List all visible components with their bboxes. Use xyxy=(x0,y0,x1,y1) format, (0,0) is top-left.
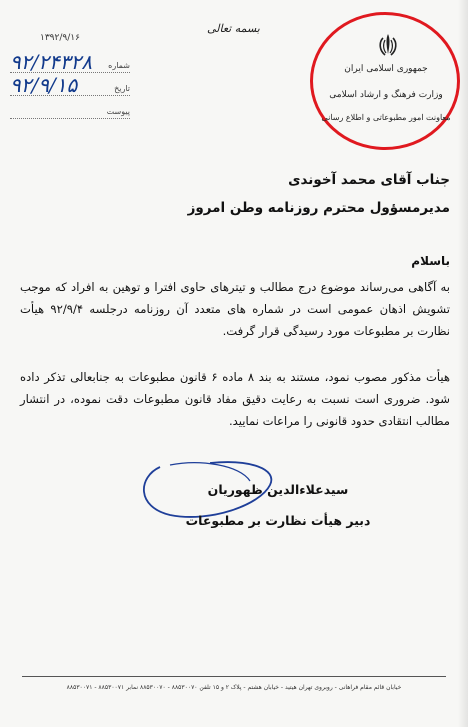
greeting: باسلام xyxy=(411,254,450,268)
top-date: ۱۳۹۲/۹/۱۶ xyxy=(40,33,80,43)
org-line-country: جمهوری اسلامی ایران xyxy=(344,64,428,74)
org-line-deputy: معاونت امور مطبوعاتی و اطلاع رسانی xyxy=(321,113,451,122)
reference-block xyxy=(10,50,130,119)
signatory-title: دبیر هیأت نظارت بر مطبوعات xyxy=(185,513,371,528)
recipient-block xyxy=(90,166,450,222)
org-line-ministry: وزارت فرهنگ و ارشاد اسلامی xyxy=(329,90,443,100)
attachment-label: پیوست xyxy=(106,107,130,116)
date-value: ۹۲/۹/۱۵ xyxy=(10,73,78,97)
number-row xyxy=(10,50,130,73)
date-row xyxy=(10,73,130,96)
signatory-name: سیدعلاءالدین ظهوریان xyxy=(207,482,349,497)
number-value: ۹۲/۲۴۳۲۸ xyxy=(10,50,92,74)
body-paragraph-2: هیأت مذکور مصوب نمود، مستند به بند ۸ ماده ۶ قانون مطبوعات به جنابعالی تذکر داده شود. ضروری است نسبت به رعایت دقیق مفاد قانون مطبوعات دقت نموده، در انتشار مطالب انتقادی حدود قانونی را مراعات نمایید. xyxy=(20,370,451,428)
date-label: تاریخ xyxy=(114,84,130,93)
recipient-position: مدیرمسؤول محترم روزنامه وطن امروز xyxy=(187,200,450,216)
iran-emblem-icon xyxy=(377,32,399,58)
footer-address: خیابان قائم مقام فراهانی - روبروی تهران هیتید - خیابان هشتم - پلاک ۲ و ۱۵ تلفن ۸۸۵۳۰۰۷۰ - ۸۸۵۳۰۰۷۰ نمابر ۸۸۵۳۰۰۷۱ - ۸۸۵۳۰۰۷۱ xyxy=(66,684,402,691)
bismillah-heading: بسمه تعالی xyxy=(207,22,260,35)
body-paragraph-1: به آگاهی می‌رساند موضوع درج مطالب و تیترهای حاوی افترا و توهین به افراد که موجب تشویش اذهان عمومی است در شماره های متعدد آن روزنامه درجلسه ۹۲/۹/۴ هیأت نظارت بر مطبوعات مورد رسیدگی قرار گرفت. xyxy=(20,280,450,338)
attachment-row xyxy=(10,96,130,119)
number-label: شماره xyxy=(108,61,130,70)
footer-divider xyxy=(22,676,446,677)
letterhead-emblem xyxy=(310,12,462,152)
recipient-name: جناب آقای محمد آخوندی xyxy=(288,172,450,188)
